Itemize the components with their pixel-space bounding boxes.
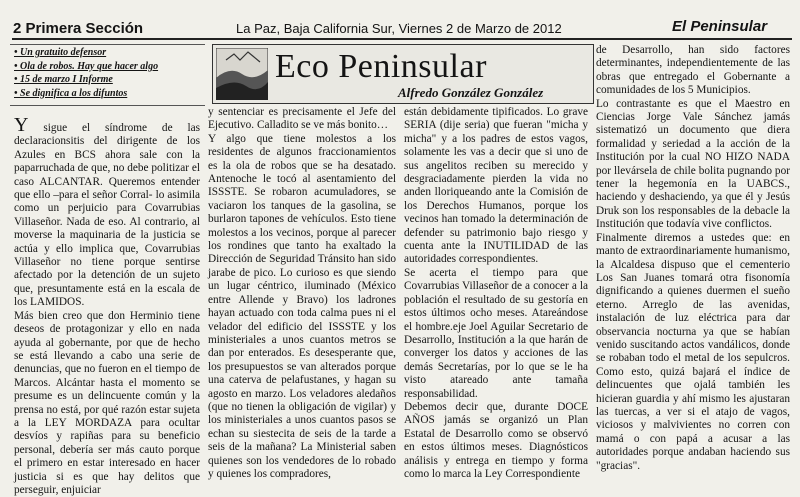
article-paragraph: de Desarrollo, han sido factores determinantes, independientemente de las obras que entregado el Gobernante a comunidades de los 5 Municipios. bbox=[596, 44, 790, 97]
landscape-icon bbox=[216, 48, 268, 100]
header-rule bbox=[12, 38, 792, 40]
column-banner bbox=[212, 44, 594, 104]
article-paragraph: Más bien creo que don Herminio tiene deseos de protagonizar y ello en nada ayuda al gobernante, por que de hecho se está llevando a cabo una serie de denuncias, que no fueron en el tiempo de Marcos. Alcántar hasta el momento se presume es un delincuente común y la prensa no está, por qué razón estar sujeta a la LEY MORDAZA para ocultar desvíos y rapiñas para su beneficio personal, debería ser más cauto porque el primero en estar interesado en hacer justicia si es que hay delitos que perseguir, enjuiciar bbox=[14, 309, 200, 496]
article-paragraph: Y algo que tiene molestos a los residentes de algunos fraccionamientos es la ola de robos que se ha desatado. Antenoche le tocó al asentamiento del ISSSTE. Se robaron acumuladores, se vaciaron los tanques de la gasolina, se burlaron tapones de vehículos. Esto tiene molestos a los vecinos, porque al parecer los rondines que tanto ha exaltado la Dirección de Seguridad Tránsito han sido jarabe de pico. Lo curioso es que siendo un lugar céntrico, iluminado (México entre Allende y Bravo) los ladrones hayan actuado con toda calma pues ni el velador del edificio del ISSSTE y los ministeriales a unos cuantos metros se dan por enterados. Es desesperante que, los presupuestos se van alterados porque una caterva de pelafustanes, y hagan su agosto en marzo. Los veladores aledaños (que no tienen la obligación de vigilar) y los ministeriales a unos cuantos pasos se echan su siestecita de seis de la tarde a seis de la mañana? La Ministerial saben quienes son los vendedores de lo robado y quienes los compradores, bbox=[208, 132, 396, 480]
summary-item: • Ola de robos. Hay que hacer algo bbox=[14, 60, 199, 74]
summary-list bbox=[14, 46, 199, 100]
page-header bbox=[0, 0, 800, 40]
section-label: 2 Primera Sección bbox=[13, 20, 144, 37]
article-paragraph: y sentenciar es precisamente el Jefe del Ejecutivo. Calladito se ve más bonito… bbox=[208, 106, 396, 132]
dateline: La Paz, Baja California Sur, Viernes 2 de Marzo de 2012 bbox=[236, 21, 562, 36]
article-paragraph: Se acerta el tiempo para que Covarrubias Villaseñor de a conocer a la población el resultado de su gestoría en estos últimos ocho meses. Atareándose el hombre.eje Joel Aguilar Secretario de Desarrollo, Institución a la que harán de converger los datos y acciones de las demás Secretarías, por lo que se le ha visto atareado ante tamaña responsabilidad. bbox=[404, 266, 588, 400]
article-column-1 bbox=[14, 114, 200, 497]
article-paragraph: Y sigue el síndrome de las declaracionsitis del dirigente de los Azules en BCS ahora sale con la paparruchada de que, no debe politizar el caso ALCANTAR. Queremos entender que ello –para el señor Corral- lo asimila como un perjuicio para Covarrubias Villaseñor. Nada de eso. Al contrario, al moverse la maquinaria de la justicia se actúa y ello implica que, Covarrubias Villaseñor no tiene porque sentirse afectado por la detención de un sujeto que, presuntamente está en la escala de los LAMIDOS. bbox=[14, 114, 200, 309]
drop-cap: Y bbox=[14, 114, 29, 136]
article-paragraph: están debidamente tipificados. Lo grave SERIA (dije seria) que fueran "micha y micha" y a los padres de estos vagos, solamente les vas a decir que si uno de sus angelitos reciben su merecido y desgraciadamente pierden la vida no anden lloriqueando ante la Comisión de los Derechos Humanos, porque los vecinos han tomado la determinación de defender su patrimonio bajo riesgo y cuenta ante la INUTILIDAD de las autoridades correspondientes. bbox=[404, 106, 588, 266]
article-paragraph: Lo contrastante es que el Maestro en Ciencias Jorge Vale Sánchez jamás sistematizó un documento que diera formalidad y seriedad a la acción de la Institución por la cual NO HIZO NADA por llevársela de chile bolita pugnando por tener la hegemonía en la UABCS., haciendo y deshaciendo, ya que él y Jesús Druk son los responsables de la debacle la Institución que todavía vive conflictos. bbox=[596, 97, 790, 231]
column-title: Eco Peninsular bbox=[275, 48, 487, 85]
article-column-3 bbox=[404, 106, 588, 481]
article-paragraph: Finalmente diremos a ustedes que: en manto de extraordinariamente humanismo, la Alcaldesa dispuso que el cementerio Los San Juanes tomará otra fisonomía dignificando a quienes duermen el sueño eterno. Arreglo de las avenidas, instalación de luz eléctrica para dar observancia nocturna ya que se habían venido suscitando actos vandálicos, donde se robaban todo el metal de los sepulcros. Como esto, quizá bajará el índice de delincuentes que ojalá también les hicieran guardia y ahí mismo les ajustaran las tuercas, a ver si el atajo de vagos, viciosos y malvivientes no corren con mamá o con papá a acusar a las autoridades porque andaban haciendo sus "gracias". bbox=[596, 231, 790, 472]
newspaper-name: El Peninsular bbox=[672, 18, 768, 35]
summary-item: • Un gratuito defensor bbox=[14, 46, 199, 60]
article-column-4 bbox=[596, 44, 790, 473]
column-author: Alfredo González González bbox=[398, 85, 544, 100]
article-paragraph: Debemos decir que, durante DOCE AÑOS jamás se organizó un Plan Estatal de Desarrollo como se observó en estos últimos meses. Diagnósticos análisis y entrega en tiempo y forma como lo marca la Ley Correspondiente bbox=[404, 400, 588, 480]
summary-item: • 15 de marzo I Informe bbox=[14, 73, 199, 87]
summary-item: • Se dignifica a los difuntos bbox=[14, 87, 199, 101]
article-column-2 bbox=[208, 106, 396, 481]
